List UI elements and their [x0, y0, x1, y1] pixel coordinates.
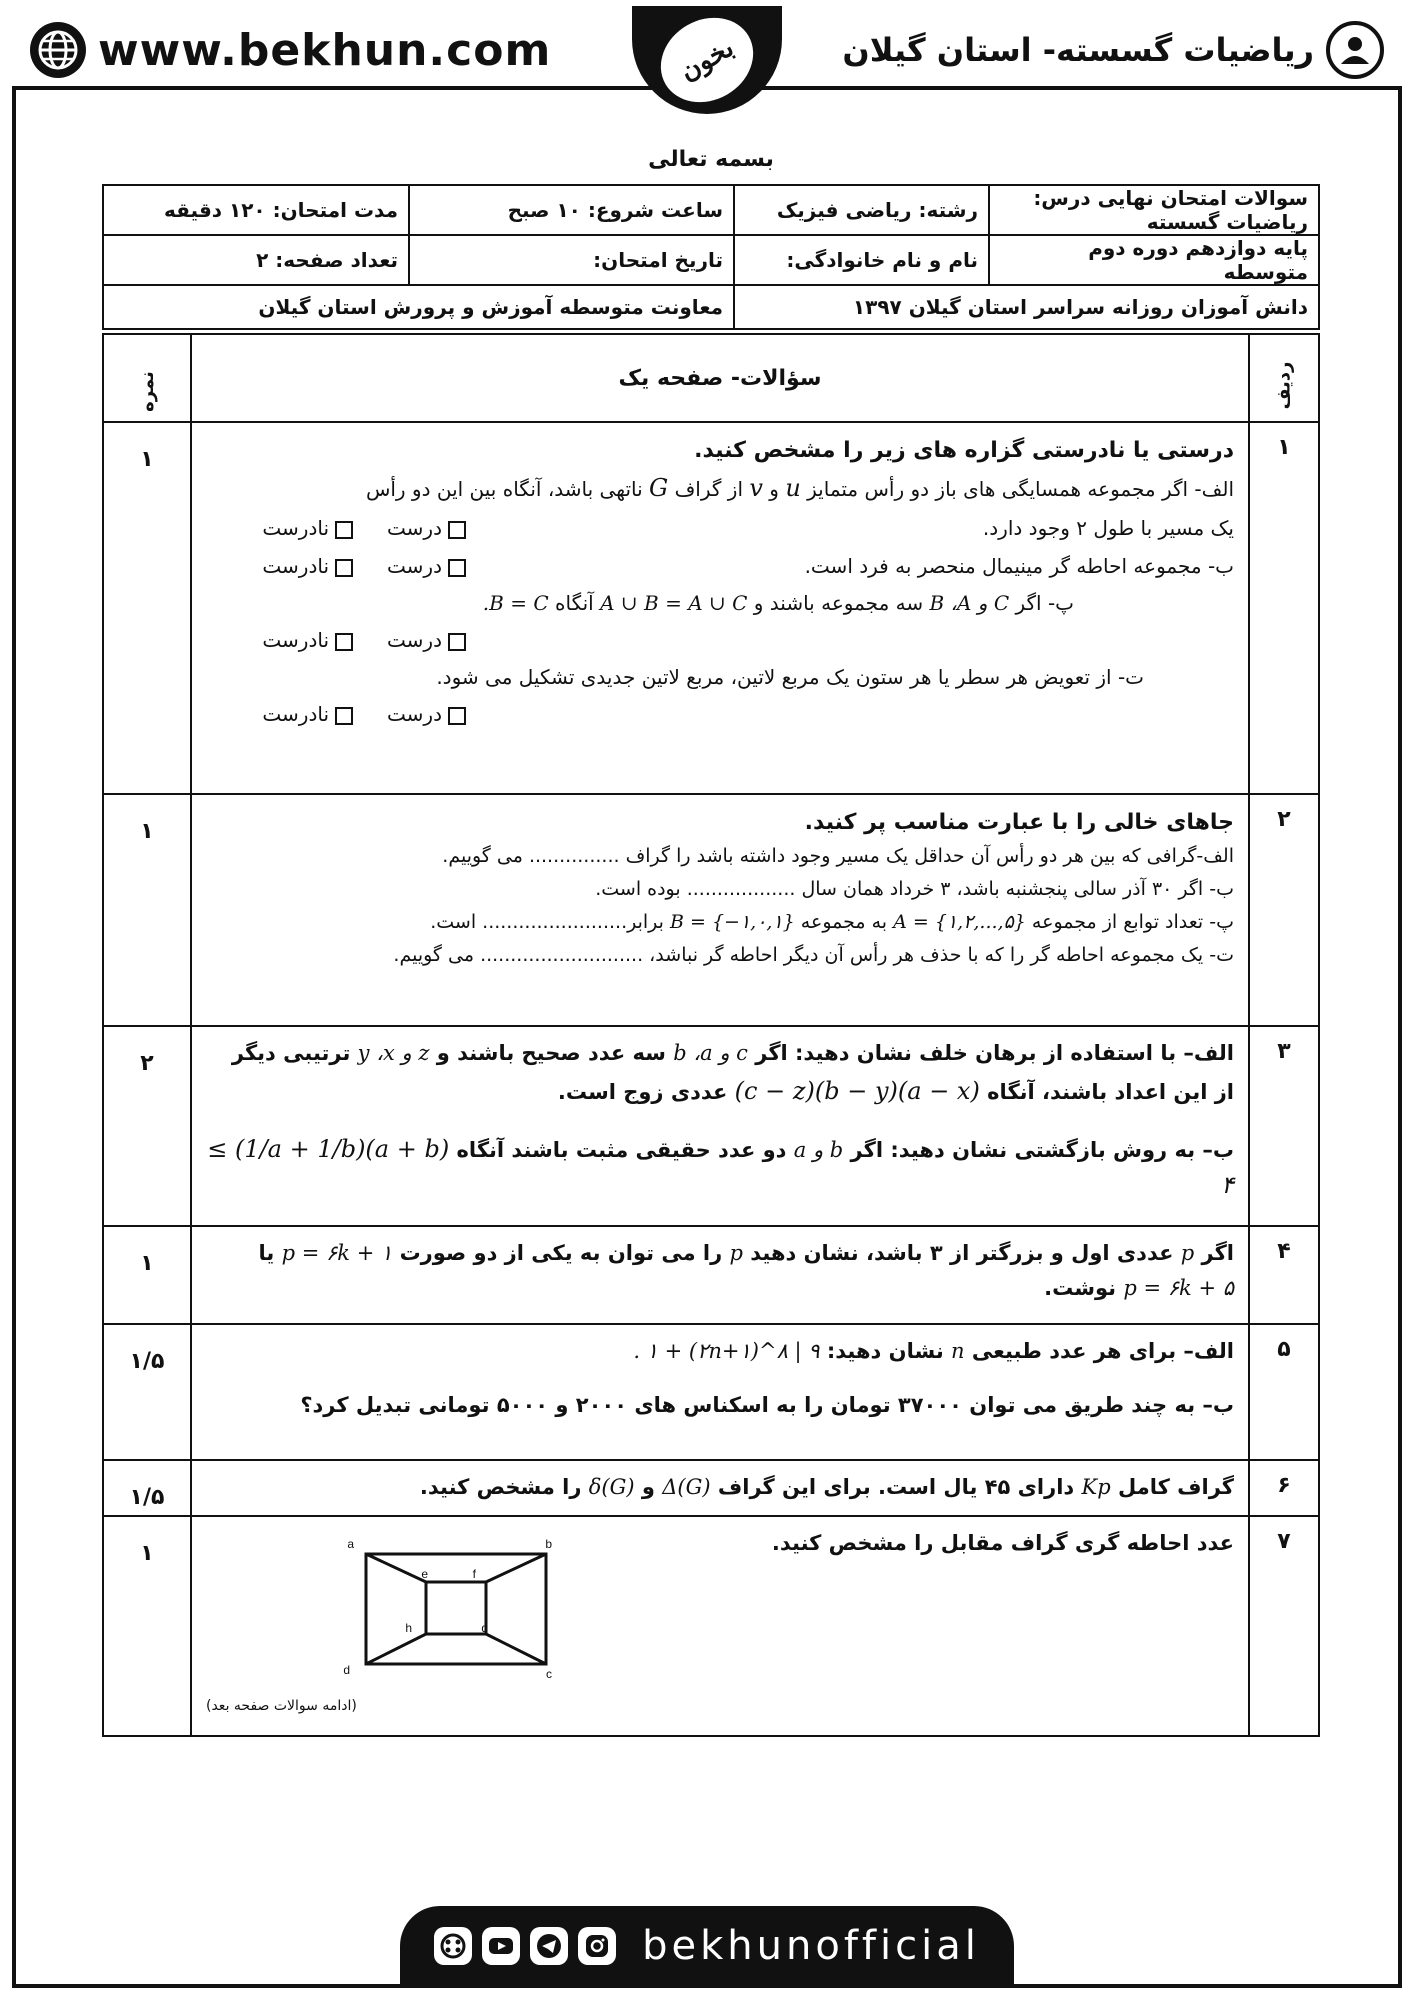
question-row: [103, 1516, 1319, 1736]
user-icon: [1326, 21, 1384, 79]
question-score: ۱: [103, 1516, 191, 1736]
q2-b: ب- اگر ۳۰ آذر سالی پنجشنبه باشد، ۳ خرداد همان سال .................. بوده است.: [595, 878, 1234, 900]
question-row: [103, 1460, 1319, 1516]
vertex-b-label: b: [545, 1537, 552, 1551]
question-row: [103, 1026, 1319, 1226]
question-title: جاهای خالی را با عبارت مناسب پر کنید.: [804, 810, 1234, 835]
false-checkbox[interactable]: نادرست: [262, 699, 353, 729]
globe-icon: [30, 22, 86, 78]
false-checkbox[interactable]: نادرست: [262, 513, 353, 543]
info-date: تاریخ امتحان:: [409, 235, 734, 285]
true-checkbox[interactable]: درست: [387, 699, 466, 729]
q5-b: ب– به چند طریق می توان ۳۷۰۰۰ تومان را به اسکناس های ۲۰۰۰ و ۵۰۰۰ تومانی تبدیل کرد؟: [300, 1392, 1234, 1417]
q1-c: پ- اگر C و B ،A سه مجموعه باشند و A ∪ B = A ∪ C آنگاه B = C.: [482, 591, 1074, 615]
instagram-icon[interactable]: [578, 1927, 616, 1965]
youtube-icon[interactable]: [482, 1927, 520, 1965]
social-handle[interactable]: bekhunofficial: [642, 1923, 980, 1969]
question-number: ۴: [1249, 1226, 1319, 1324]
q1-a: الف- اگر مجموعه همسایگی های باز دو رأس متمایز u و v از گراف G ناتهی باشد، آنگاه بین این دو رأس: [365, 474, 1234, 502]
q2-d: ت- یک مجموعه احاطه گر را که با حذف هر رأس آن دیگر احاطه گر نباشد، ........................... می گوییم.: [393, 944, 1234, 966]
vertex-g-label: g: [481, 1621, 488, 1635]
top-bar: [12, 12, 1402, 90]
q2-a: الف-گرافی که بین هر دو رأس آن حداقل یک مسیر وجود داشته باشد را گراف ............... می گوییم.: [442, 845, 1234, 867]
table-header: [103, 334, 1319, 422]
vertex-a-label: a: [347, 1537, 354, 1551]
subject-title: ریاضیات گسسته- استان گیلان: [842, 31, 1314, 69]
vertex-c-label: c: [546, 1667, 552, 1681]
telegram-icon[interactable]: [530, 1927, 568, 1965]
info-name: نام و نام خانوادگی:: [734, 235, 989, 285]
question-score: ۱: [103, 1226, 191, 1324]
question-row: [103, 794, 1319, 1026]
info-pages: تعداد صفحه: ۲: [103, 235, 409, 285]
question-row: [103, 1226, 1319, 1324]
col-title: سؤالات- صفحه یک: [191, 334, 1249, 422]
vertex-f-label: f: [472, 1567, 476, 1581]
exam-info-table: [102, 184, 1320, 330]
vertex-e-label: e: [421, 1567, 428, 1581]
q1-b: ب- مجموعه احاطه گر مینیمال منحصر به فرد است.: [804, 554, 1234, 578]
q3-a-cont: از این اعداد باشند، آنگاه (a − x)(b − y)(c − z) عددی زوج است.: [557, 1076, 1234, 1105]
col-score: نمره: [136, 370, 158, 412]
question-number: ۷: [1249, 1516, 1319, 1736]
q1-a-cont: یک مسیر با طول ۲ وجود دارد.: [982, 516, 1234, 540]
q1-d: ت- از تعویض هر سطر یا هر ستون یک مربع لاتین، مربع لاتین جدیدی تشکیل می شود.: [436, 665, 1144, 689]
q4-a: اگر p عددی اول و بزرگتر از ۳ باشد، نشان دهید p را می توان به یکی از دو صورت p = ۶k + ۱ یا: [258, 1241, 1234, 1265]
question-number: ۲: [1249, 794, 1319, 1026]
question-row: [103, 1324, 1319, 1460]
q3-b: ب– به روش بازگشتی نشان دهید: اگر b و a دو عدد حقیقی مثبت باشند آنگاه (a + b)(1/a + 1/b) ≥ ۴: [207, 1134, 1234, 1199]
aparat-icon[interactable]: [434, 1927, 472, 1965]
info-field: رشته: ریاضی فیزیک: [734, 185, 989, 235]
true-checkbox[interactable]: درست: [387, 551, 466, 581]
q5-a: الف– برای هر عدد طبیعی n نشان دهید: ۹ | ۸^(۲n+۱) + ۱ .: [633, 1339, 1234, 1363]
question-number: ۵: [1249, 1324, 1319, 1460]
question-score: ۱: [103, 794, 191, 1026]
info-duration: مدت امتحان: ۱۲۰ دقیقه: [103, 185, 409, 235]
info-students: دانش آموزان روزانه سراسر استان گیلان ۱۳۹۷: [734, 285, 1319, 329]
q3-a: الف– با استفاده از برهان خلف نشان دهید: اگر c و b ،a سه عدد صحیح باشند و z و y ،x ترتیبی دیگر: [231, 1041, 1234, 1065]
question-row: [103, 422, 1319, 794]
q2-c: پ- تعداد توابع از مجموعه A = {۱,۲,...,۵} به مجموعه B = {−۱,۰,۱} برابر........................ است.: [430, 911, 1234, 933]
site-link[interactable]: [30, 20, 551, 80]
vertex-d-label: d: [343, 1663, 350, 1677]
social-footer: [400, 1906, 1014, 1986]
question-score: ۱: [103, 422, 191, 794]
question-score: ۱/۵: [103, 1324, 191, 1460]
logo-text: بخون: [645, 1, 768, 118]
q7-a: عدد احاطه گری گراف مقابل را مشخص کنید.: [771, 1531, 1234, 1555]
square-graph-figure: [343, 1534, 586, 1684]
true-checkbox[interactable]: درست: [387, 625, 466, 655]
col-row: ردیف: [1273, 361, 1295, 409]
questions-table: [102, 333, 1320, 1737]
false-checkbox[interactable]: نادرست: [262, 551, 353, 581]
continue-note: (ادامه سوالات صفحه بعد): [206, 1698, 357, 1714]
subject-header: [842, 20, 1384, 80]
exam-sheet: [102, 140, 1320, 1737]
question-number: ۱: [1249, 422, 1319, 794]
question-number: ۶: [1249, 1460, 1319, 1516]
q6-a: گراف کامل Kp دارای ۴۵ یال است. برای این گراف Δ(G) و δ(G) را مشخص کنید.: [419, 1475, 1234, 1499]
false-checkbox[interactable]: نادرست: [262, 625, 353, 655]
vertex-h-label: h: [405, 1621, 412, 1635]
true-checkbox[interactable]: درست: [387, 513, 466, 543]
info-dept: معاونت متوسطه آموزش و پرورش استان گیلان: [103, 285, 734, 329]
question-title: درستی یا نادرستی گزاره های زیر را مشخص کنید.: [694, 438, 1234, 463]
site-url[interactable]: www.bekhun.com: [98, 24, 552, 76]
question-score: ۱/۵: [103, 1460, 191, 1516]
bismillah: بسمه تعالی: [648, 147, 774, 172]
question-score: ۲: [103, 1026, 191, 1226]
question-number: ۳: [1249, 1026, 1319, 1226]
q4-a-cont: p = ۶k + ۵ نوشت.: [1044, 1275, 1234, 1300]
info-grade: پایه دوازدهم دوره دوم متوسطه: [989, 235, 1319, 285]
info-start: ساعت شروع: ۱۰ صبح: [409, 185, 734, 235]
info-course: سوالات امتحان نهایی درس: ریاضیات گسسته: [989, 185, 1319, 235]
